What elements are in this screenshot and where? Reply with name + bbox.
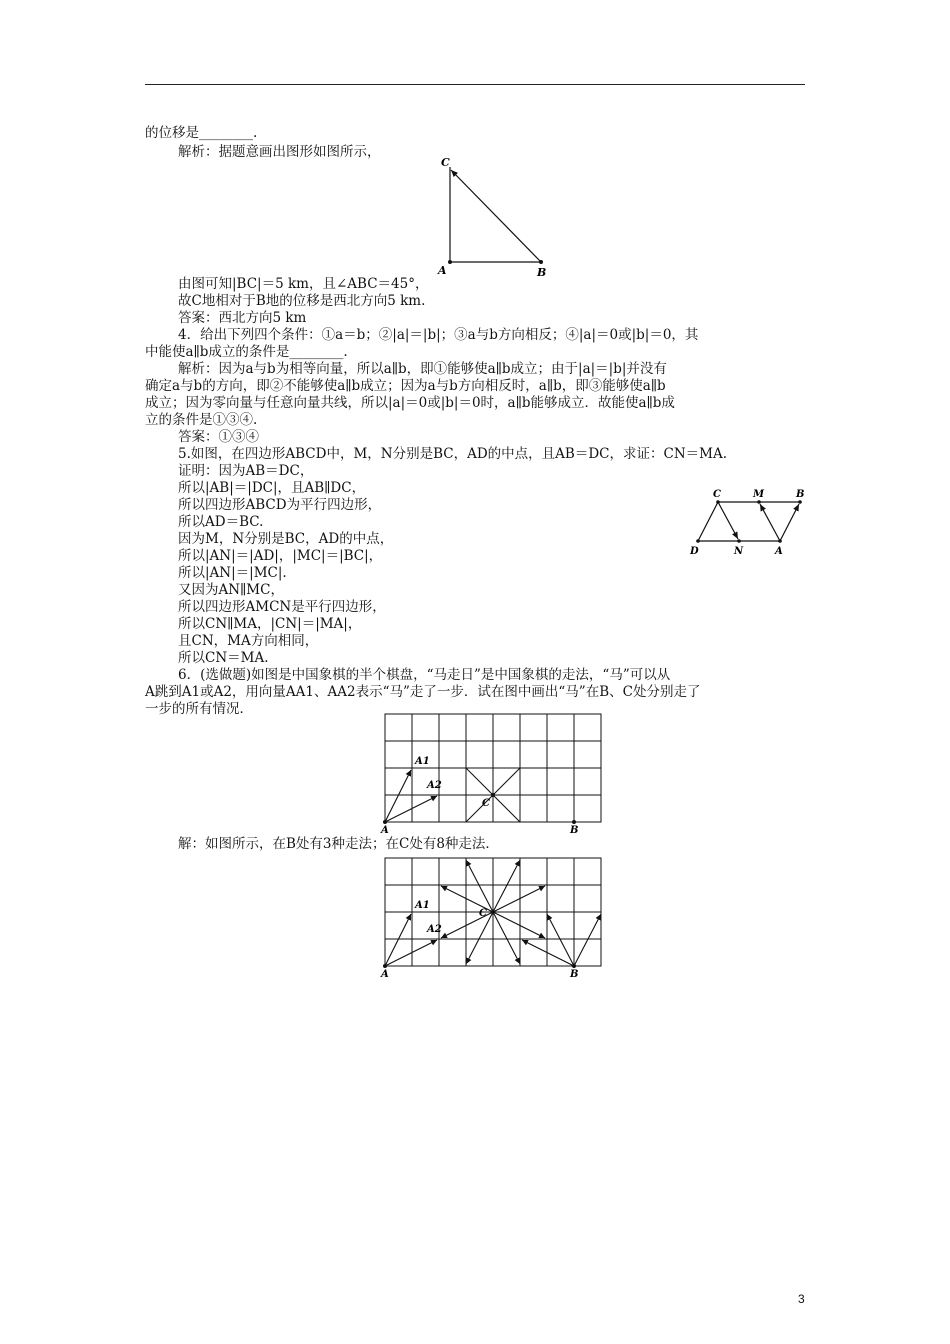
svg-text:A: A: [775, 546, 783, 557]
text-line: 解析：因为a与b为相等向量，所以a∥b，即①能够使a∥b成立；由于|a|＝|b|并没有: [178, 361, 667, 377]
text-line: 所以|AN|＝|MC|.: [178, 565, 287, 581]
text-line: 解：如图所示，在B处有3种走法；在C处有8种走法．: [178, 836, 499, 852]
text-line: 中能使a∥b成立的条件是________.: [145, 344, 348, 360]
svg-text:A2: A2: [427, 924, 442, 935]
parallelogram-figure: [688, 486, 810, 558]
text-line: 一步的所有情况．: [145, 701, 253, 717]
label-a: A: [438, 264, 447, 277]
text-line: 又因为AN∥MC，: [178, 582, 284, 598]
text-line: 4．给出下列四个条件：①a＝b；②|a|＝|b|；③a与b方向相反；④|a|＝0或|b|＝0，其: [178, 327, 699, 343]
chessboard-figure: [375, 708, 607, 834]
svg-text:A1: A1: [415, 900, 430, 911]
text-line: 由图可知|BC|＝5 km，且∠ABC＝45°，: [178, 276, 429, 292]
triangle-figure: [435, 152, 555, 278]
header-rule: [145, 84, 805, 85]
text-line: 所以AD＝BC.: [178, 514, 264, 530]
page-number: 3: [798, 1292, 805, 1306]
chessboard-moves-figure: [375, 852, 607, 978]
svg-text:C: C: [479, 908, 487, 919]
svg-text:A2: A2: [427, 780, 442, 791]
label-c: C: [441, 156, 450, 169]
svg-text:B: B: [570, 825, 579, 834]
text-line: 答案：①③④: [178, 429, 259, 445]
text-line: 且CN，MA方向相同，: [178, 633, 319, 649]
text-line: 证明：因为AB＝DC，: [178, 463, 314, 479]
svg-text:B: B: [796, 489, 805, 500]
svg-text:M: M: [753, 489, 765, 500]
text-line: 解析：据题意画出图形如图所示，: [178, 144, 381, 160]
svg-text:N: N: [734, 546, 744, 557]
text-line: 所以四边形AMCN是平行四边形，: [178, 599, 386, 615]
text-line: 故C地相对于B地的位移是西北方向5 km.: [178, 293, 426, 309]
svg-text:D: D: [690, 546, 699, 557]
text-line: 答案：西北方向5 km: [178, 310, 307, 326]
text-line: 6．(选做题)如图是中国象棋的半个棋盘，“马走日”是中国象棋的走法，“马”可以从: [178, 667, 671, 683]
svg-text:A: A: [381, 825, 389, 834]
svg-text:B: B: [570, 969, 579, 978]
text-line: 所以|AN|＝|AD|，|MC|＝|BC|，: [178, 548, 383, 564]
text-line: 成立；因为零向量与任意向量共线，所以|a|＝0或|b|＝0时，a∥b能够成立．故能使a∥b成: [145, 395, 675, 411]
svg-text:A1: A1: [415, 756, 430, 767]
svg-text:C: C: [713, 489, 721, 500]
text-line: 所以四边形ABCD为平行四边形，: [178, 497, 382, 513]
svg-text:C: C: [482, 798, 490, 809]
text-line: 立的条件是①③④.: [145, 412, 258, 428]
text-line: 确定a与b的方向，即②不能够使a∥b成立；因为a与b方向相反时，a∥b，即③能够使a∥b: [145, 378, 666, 394]
text-line: 因为M，N分别是BC，AD的中点，: [178, 531, 394, 547]
text-line: 的位移是________.: [145, 125, 258, 141]
text-line: 所以CN＝MA.: [178, 650, 269, 666]
text-line: 所以|AB|＝|DC|，且AB∥DC，: [178, 480, 366, 496]
text-line: 所以CN∥MA，|CN|＝|MA|，: [178, 616, 362, 632]
svg-text:A: A: [381, 969, 389, 978]
label-b: B: [537, 266, 547, 278]
text-line: A跳到A1或A2，用向量AA1、AA2表示“马”走了一步．试在图中画出“马”在B、C处分别走了: [145, 684, 701, 700]
text-line: 5.如图，在四边形ABCD中，M，N分别是BC，AD的中点，且AB＝DC，求证：CN＝MA.: [178, 446, 727, 462]
